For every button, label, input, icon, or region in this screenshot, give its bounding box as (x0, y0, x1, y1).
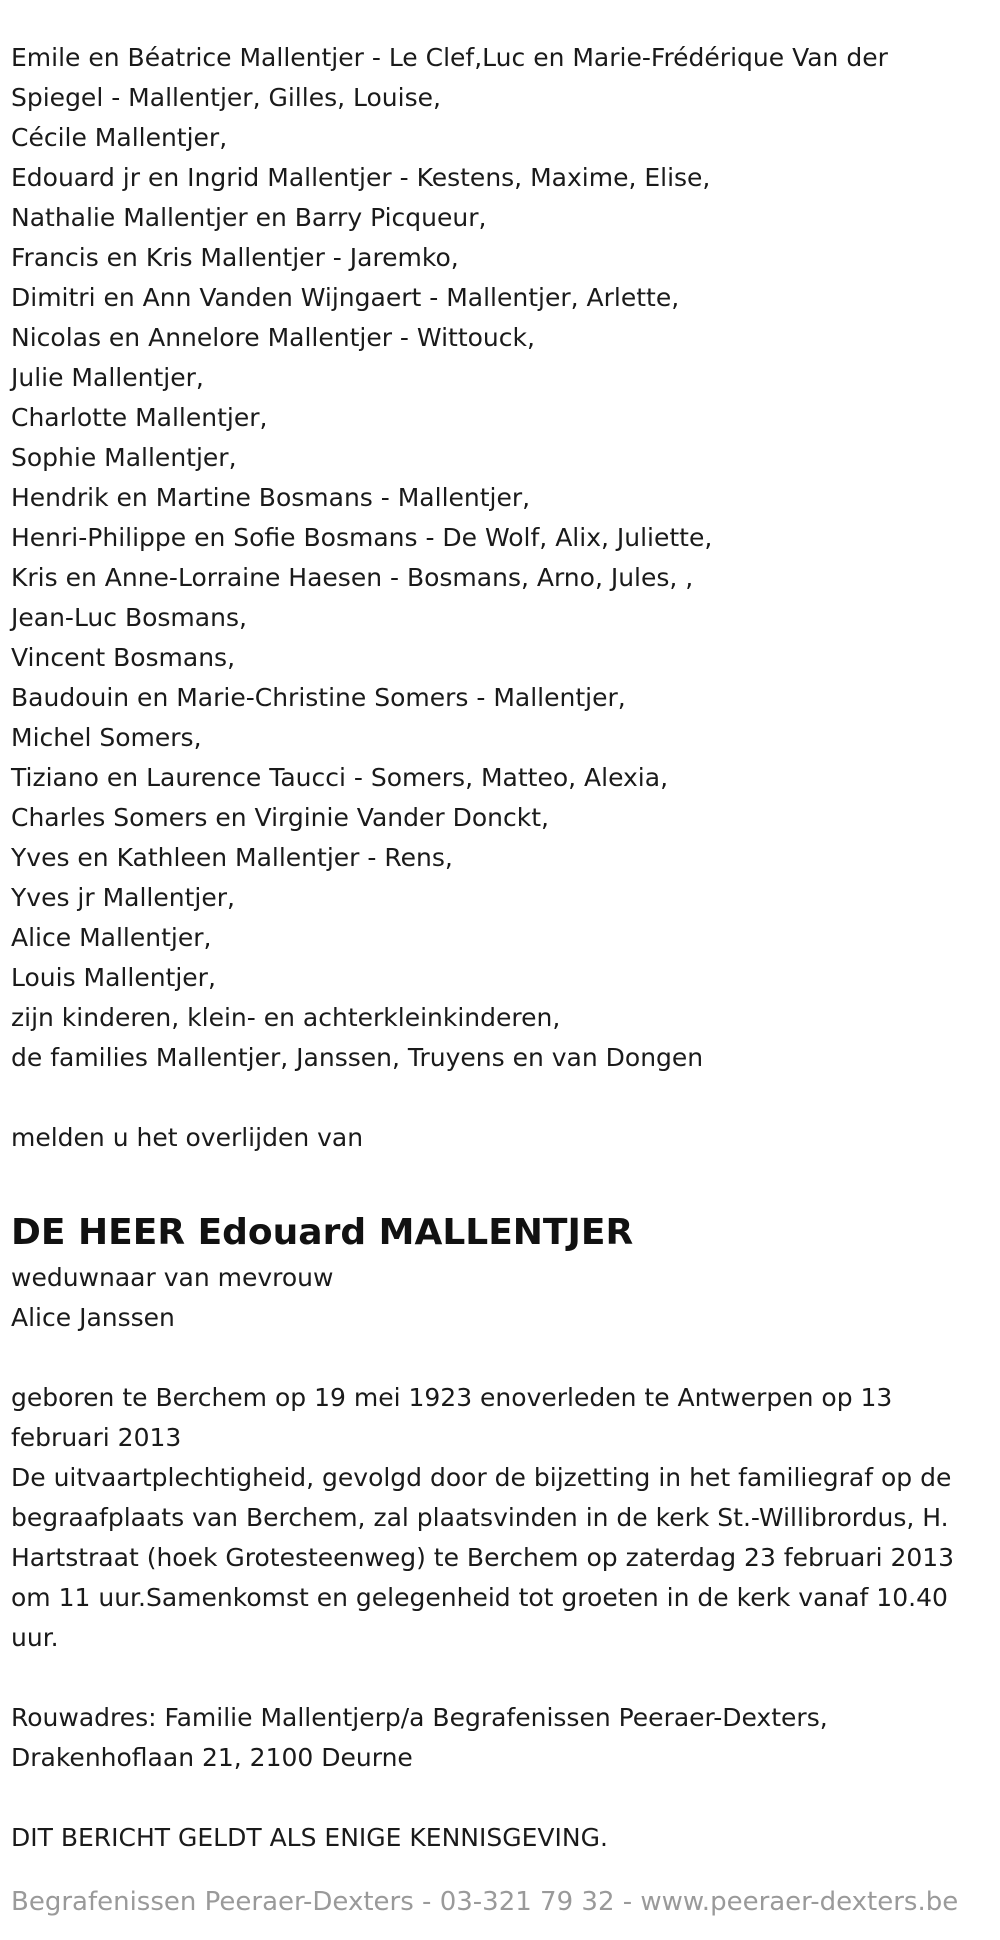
spacer (11, 1658, 991, 1698)
announcement-text: melden u het overlijden van (11, 1123, 364, 1152)
spacer (11, 1338, 991, 1378)
family-line: Spiegel - Mallentjer, Gilles, Louise, (11, 83, 441, 112)
ceremony-info: De uitvaartplechtigheid, gevolgd door de bijzetting in het familiegraf op de begraafplaats van Berchem, zal plaatsvinden in de kerk St.-Willibrordus, H. Hartstraat (hoek Grotesteenweg) te Berchem op zaterdag 23 februari 2013 om 11 uur.Samenkomst en gelegenheid tot groeten in de kerk vanaf 10.40 uur. (11, 1463, 955, 1652)
family-line: de families Mallentjer, Janssen, Truyens en van Dongen (11, 1043, 704, 1072)
spouse-name: Alice Janssen (11, 1303, 175, 1332)
family-line: Edouard jr en Ingrid Mallentjer - Kestens, Maxime, Elise, (11, 163, 711, 192)
deceased-name: DE HEER Edouard MALLENTJER (11, 1212, 634, 1253)
family-line: Yves jr Mallentjer, (11, 883, 235, 912)
family-line: Louis Mallentjer, (11, 963, 216, 992)
family-line: Henri-Philippe en Sofie Bosmans - De Wolf, Alix, Juliette, (11, 523, 713, 552)
family-line: Nicolas en Annelore Mallentjer - Wittouck, (11, 323, 535, 352)
widower-line: weduwnaar van mevrouw (11, 1263, 334, 1292)
family-line: Baudouin en Marie-Christine Somers - Mallentjer, (11, 683, 626, 712)
mourning-address: Rouwadres: Familie Mallentjerp/a Begrafenissen Peeraer-Dexters, Drakenhoflaan 21, 2100 Deurne (11, 1703, 828, 1772)
family-line: Charles Somers en Virginie Vander Donckt, (11, 803, 549, 832)
birth-death-info: geboren te Berchem op 19 mei 1923 enoverleden te Antwerpen op 13 februari 2013 (11, 1383, 893, 1452)
family-line: Alice Mallentjer, (11, 923, 212, 952)
family-line: Jean-Luc Bosmans, (11, 603, 247, 632)
family-line: Cécile Mallentjer, (11, 123, 228, 152)
family-line: Hendrik en Martine Bosmans - Mallentjer, (11, 483, 531, 512)
family-line: Michel Somers, (11, 723, 202, 752)
family-list (11, 38, 991, 1078)
spacer (11, 1078, 991, 1118)
family-line: Tiziano en Laurence Taucci - Somers, Matteo, Alexia, (11, 763, 669, 792)
spacer (11, 1158, 991, 1198)
notice-text: DIT BERICHT GELDT ALS ENIGE KENNISGEVING. (11, 1823, 608, 1852)
family-line: Francis en Kris Mallentjer - Jaremko, (11, 243, 459, 272)
family-line: Charlotte Mallentjer, (11, 403, 268, 432)
spacer (11, 1778, 991, 1818)
family-line: Kris en Anne-Lorraine Haesen - Bosmans, Arno, Jules, , (11, 563, 694, 592)
family-line: Emile en Béatrice Mallentjer - Le Clef,Luc en Marie-Frédérique Van der (11, 43, 888, 72)
footer-credit: Begrafenissen Peeraer-Dexters - 03-321 79 32 - www.peeraer-dexters.be (11, 1887, 959, 1917)
family-line: Nathalie Mallentjer en Barry Picqueur, (11, 203, 487, 232)
family-line: Sophie Mallentjer, (11, 443, 237, 472)
obituary-notice (11, 38, 991, 1858)
family-line: Julie Mallentjer, (11, 363, 204, 392)
family-line: Yves en Kathleen Mallentjer - Rens, (11, 843, 453, 872)
family-line: Vincent Bosmans, (11, 643, 236, 672)
family-line: Dimitri en Ann Vanden Wijngaert - Mallentjer, Arlette, (11, 283, 680, 312)
family-line: zijn kinderen, klein- en achterkleinkinderen, (11, 1003, 561, 1032)
